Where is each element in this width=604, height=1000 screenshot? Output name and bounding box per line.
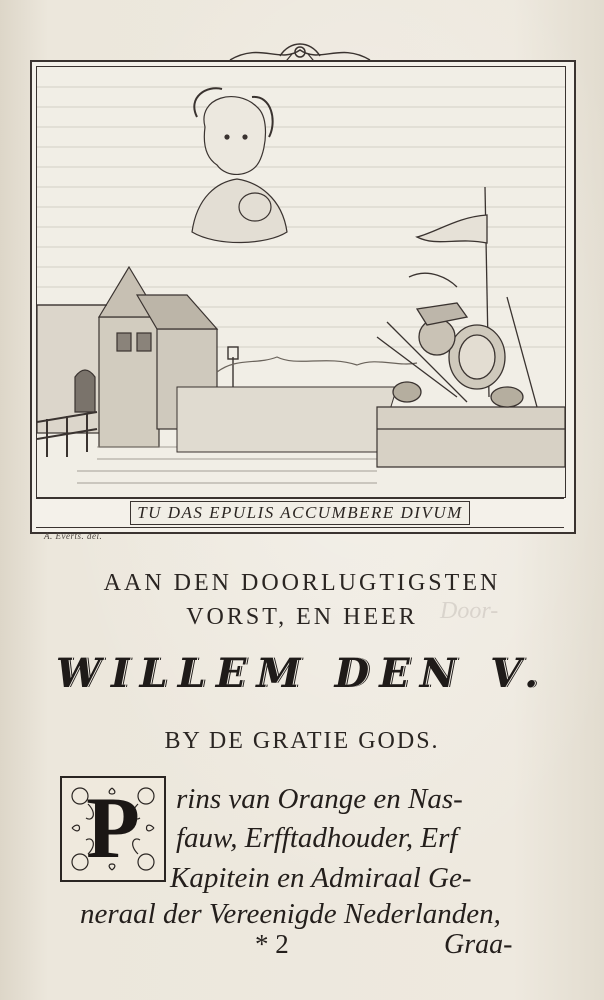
engraving-plate: [36, 66, 566, 498]
catchword: Graa-: [444, 929, 513, 960]
body-line-2: fauw, Erfftadhouder, Erf: [176, 822, 458, 854]
dedication-line-2: VORST, EN HEER: [186, 604, 418, 630]
dedication-line-3: BY DE GRATIE GODS.: [164, 728, 440, 754]
signature-mark: * 2: [255, 929, 289, 959]
body-line-1: rins van Orange en Nas-: [176, 783, 463, 815]
engraving-motto: TU DAS EPULIS ACCUMBERE DIVUM: [130, 501, 470, 525]
show-through-text: Door-: [440, 598, 499, 624]
engraving-motto-band: [36, 498, 564, 528]
body-line-4: neraal der Vereenigde Nederlanden,: [80, 898, 501, 930]
dedicatee-name: WILLEM DEN V.: [55, 650, 549, 697]
trophy-arms: [377, 297, 537, 407]
initial-letter: P: [86, 780, 140, 877]
portrait-bust: [192, 88, 287, 242]
body-line-3: Kapitein en Admiraal Ge-: [170, 862, 472, 894]
engraver-credit: A. Everts. del.: [44, 531, 103, 541]
decorated-initial: [60, 776, 166, 882]
engraving-scene: [37, 67, 565, 497]
dedication-line-1: AAN DEN DOORLUGTIGSTEN: [103, 570, 501, 596]
pedestal: [377, 407, 565, 467]
